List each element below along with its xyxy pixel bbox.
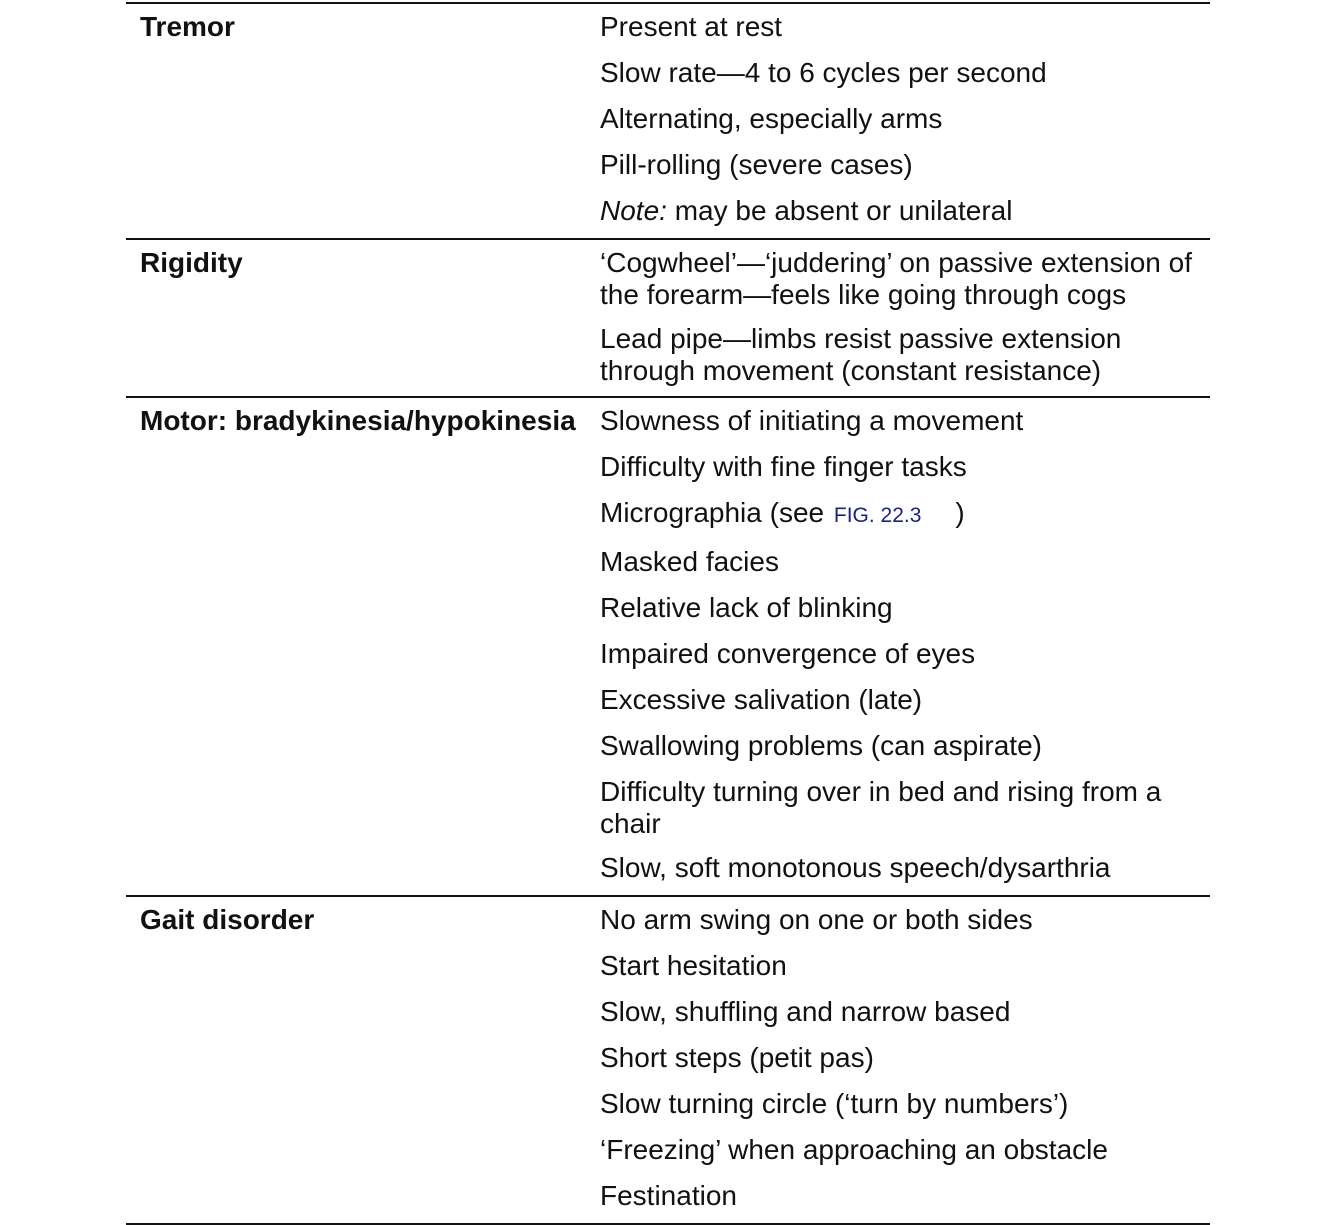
list-item: Slow turning circle (‘turn by numbers’)	[600, 1088, 1069, 1119]
list-item: Difficulty turning over in bed and rising from a chair	[600, 776, 1162, 839]
list-item: Difficulty with fine finger tasks	[600, 451, 967, 482]
micrographia-close: )	[955, 497, 965, 528]
list-item: ‘Freezing’ when approaching an obstacle	[600, 1134, 1108, 1165]
list-item: ‘Cogwheel’—‘juddering’ on passive extension of the forearm—feels like going through cogs	[600, 247, 1192, 310]
list-item: Lead pipe—limbs resist passive extension through movement (constant resistance)	[600, 323, 1122, 386]
list-item: Masked facies	[600, 546, 779, 577]
list-item: Slow, shuffling and narrow based	[600, 996, 1011, 1027]
symptom-table	[126, 2, 1210, 1225]
micrographia-item	[600, 490, 1210, 539]
list-item: Slowness of initiating a movement	[600, 405, 1024, 436]
section-rigidity	[126, 238, 1210, 396]
note-text: may be absent or unilateral	[666, 195, 1013, 226]
list-item: No arm swing on one or both sides	[600, 904, 1033, 935]
section-label-gait: Gait disorder	[140, 904, 315, 935]
section-label-rigidity: Rigidity	[140, 247, 243, 278]
section-tremor	[126, 2, 1210, 238]
list-item: Pill-rolling (severe cases)	[600, 149, 913, 180]
section-motor	[126, 396, 1210, 895]
section-items-gait	[600, 897, 1210, 1223]
list-item: Slow, soft monotonous speech/dysarthria	[600, 852, 1111, 883]
list-item: Relative lack of blinking	[600, 592, 893, 623]
section-items-rigidity	[600, 240, 1210, 396]
list-item: Swallowing problems (can aspirate)	[600, 730, 1042, 761]
list-item: Short steps (petit pas)	[600, 1042, 874, 1073]
section-items-tremor	[600, 4, 1210, 238]
section-label-tremor: Tremor	[140, 11, 235, 42]
note-item	[600, 188, 1210, 234]
list-item: Slow rate—4 to 6 cycles per second	[600, 57, 1047, 88]
section-items-motor	[600, 398, 1210, 895]
section-gait	[126, 895, 1210, 1225]
note-prefix: Note:	[600, 195, 667, 226]
section-label-motor: Motor: bradykinesia/hypokinesia	[140, 405, 576, 436]
list-item: Start hesitation	[600, 950, 787, 981]
list-item: Excessive salivation (late)	[600, 684, 923, 715]
figure-link[interactable]: FIG. 22.3	[833, 504, 922, 527]
micrographia-text: Micrographia (see	[600, 497, 832, 528]
list-item: Alternating, especially arms	[600, 103, 943, 134]
list-item: Festination	[600, 1180, 737, 1211]
list-item: Present at rest	[600, 11, 783, 42]
list-item: Impaired convergence of eyes	[600, 638, 976, 669]
